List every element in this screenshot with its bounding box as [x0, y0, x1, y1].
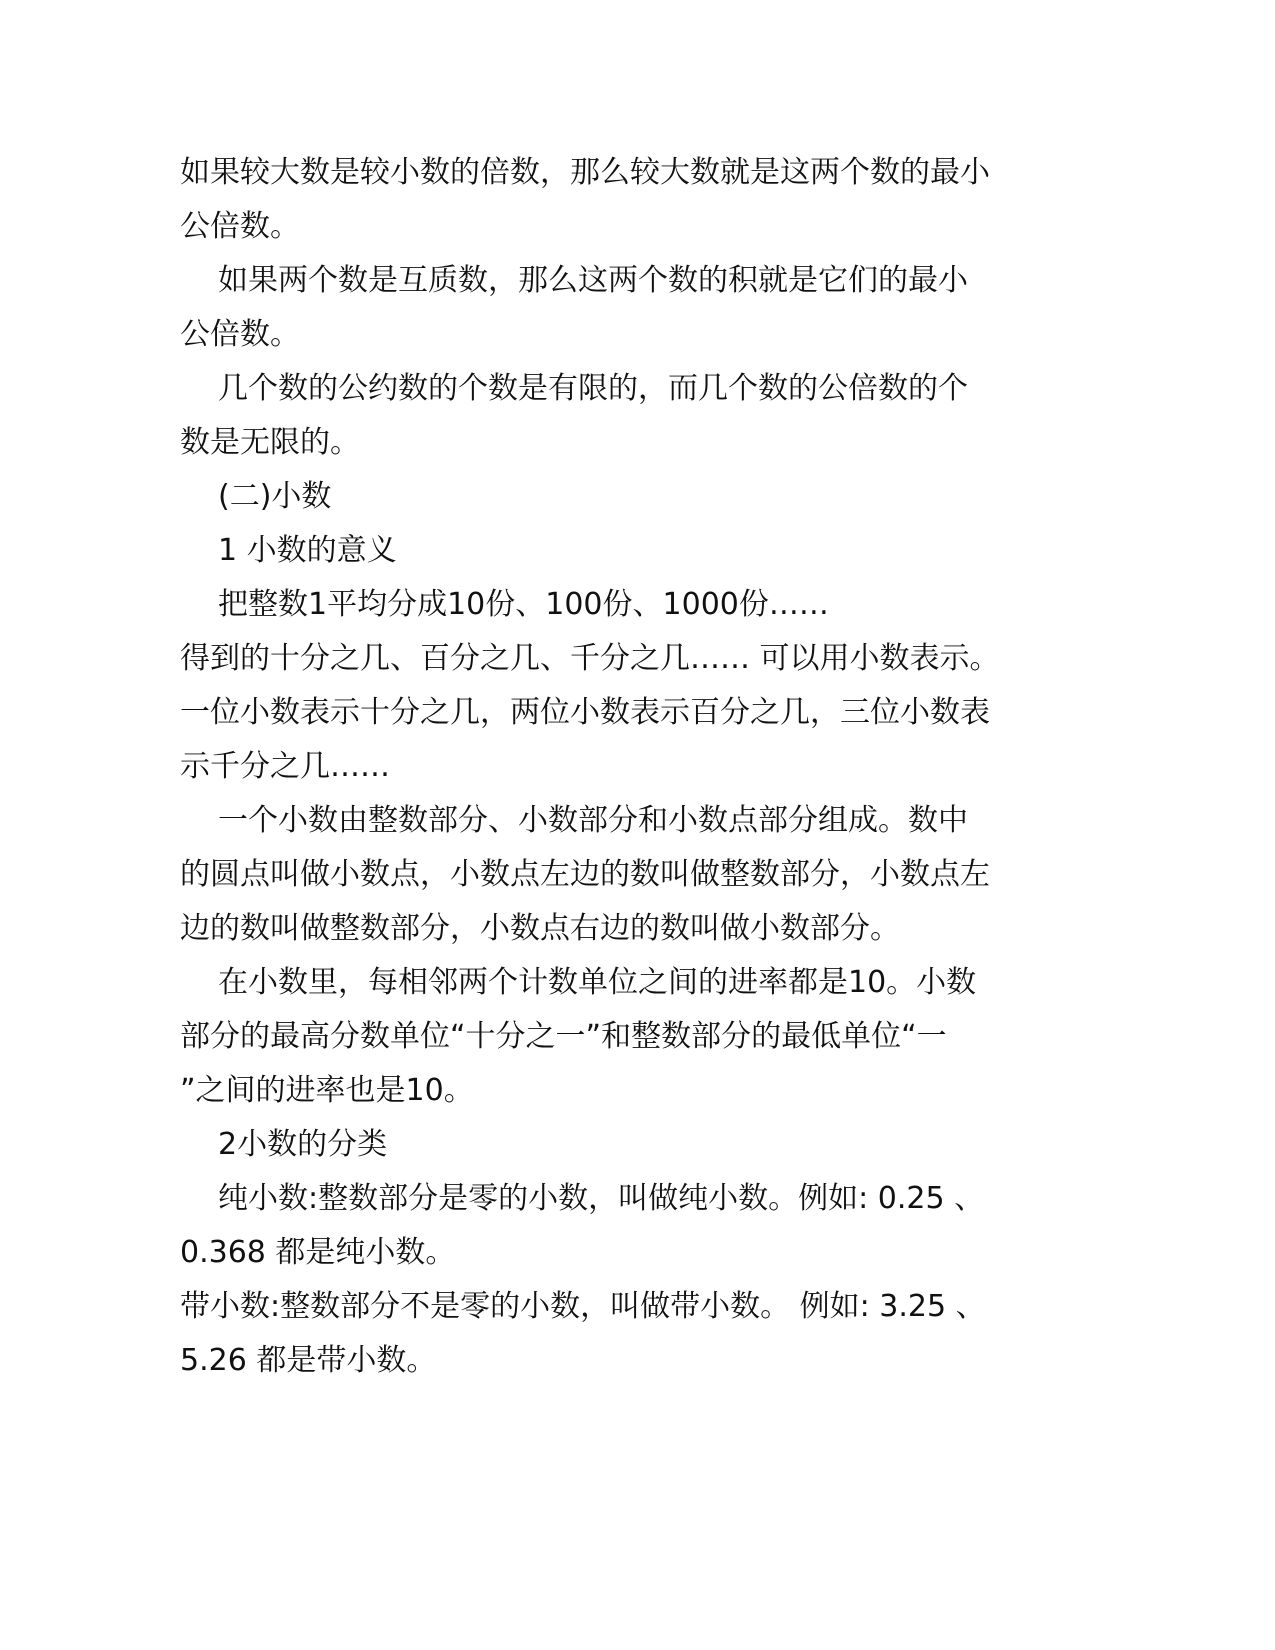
subsection-heading: 2小数的分类: [218, 1127, 388, 1162]
text-line: 数是无限的。: [180, 425, 360, 460]
text-line: 在小数里，每相邻两个计数单位之间的进率都是10。小数: [218, 965, 977, 1000]
text-line: 示千分之几……: [180, 749, 390, 784]
text-line: 0.368 都是纯小数。: [180, 1235, 456, 1270]
text-line: ”之间的进率也是10。: [180, 1073, 474, 1108]
text-line: 部分的最高分数单位“十分之一”和整数部分的最低单位“一: [180, 1019, 947, 1054]
text-line: 带小数:整数部分不是零的小数，叫做带小数。 例如: 3.25 、: [180, 1289, 986, 1324]
text-line: 得到的十分之几、百分之几、千分之几…… 可以用小数表示。: [180, 641, 1000, 676]
text-line: 一位小数表示十分之几，两位小数表示百分之几，三位小数表: [180, 695, 990, 730]
section-heading: (二)小数: [218, 479, 332, 514]
text-line: 公倍数。: [180, 209, 300, 244]
text-line: 几个数的公约数的个数是有限的，而几个数的公倍数的个: [218, 371, 968, 406]
text-line: 纯小数:整数部分是零的小数，叫做纯小数。例如: 0.25 、: [218, 1181, 985, 1216]
text-line: 如果两个数是互质数，那么这两个数的积就是它们的最小: [218, 263, 968, 298]
subsection-heading: 1 小数的意义: [218, 533, 397, 568]
text-line: 边的数叫做整数部分，小数点右边的数叫做小数部分。: [180, 911, 900, 946]
text-line: 的圆点叫做小数点，小数点左边的数叫做整数部分，小数点左: [180, 857, 990, 892]
text-line: 公倍数。: [180, 317, 300, 352]
text-line: 5.26 都是带小数。: [180, 1343, 437, 1378]
text-line: 一个小数由整数部分、小数部分和小数点部分组成。数中: [218, 803, 968, 838]
text-line: 把整数1平均分成10份、100份、1000份……: [218, 587, 829, 622]
text-line: 如果较大数是较小数的倍数，那么较大数就是这两个数的最小: [180, 155, 990, 190]
